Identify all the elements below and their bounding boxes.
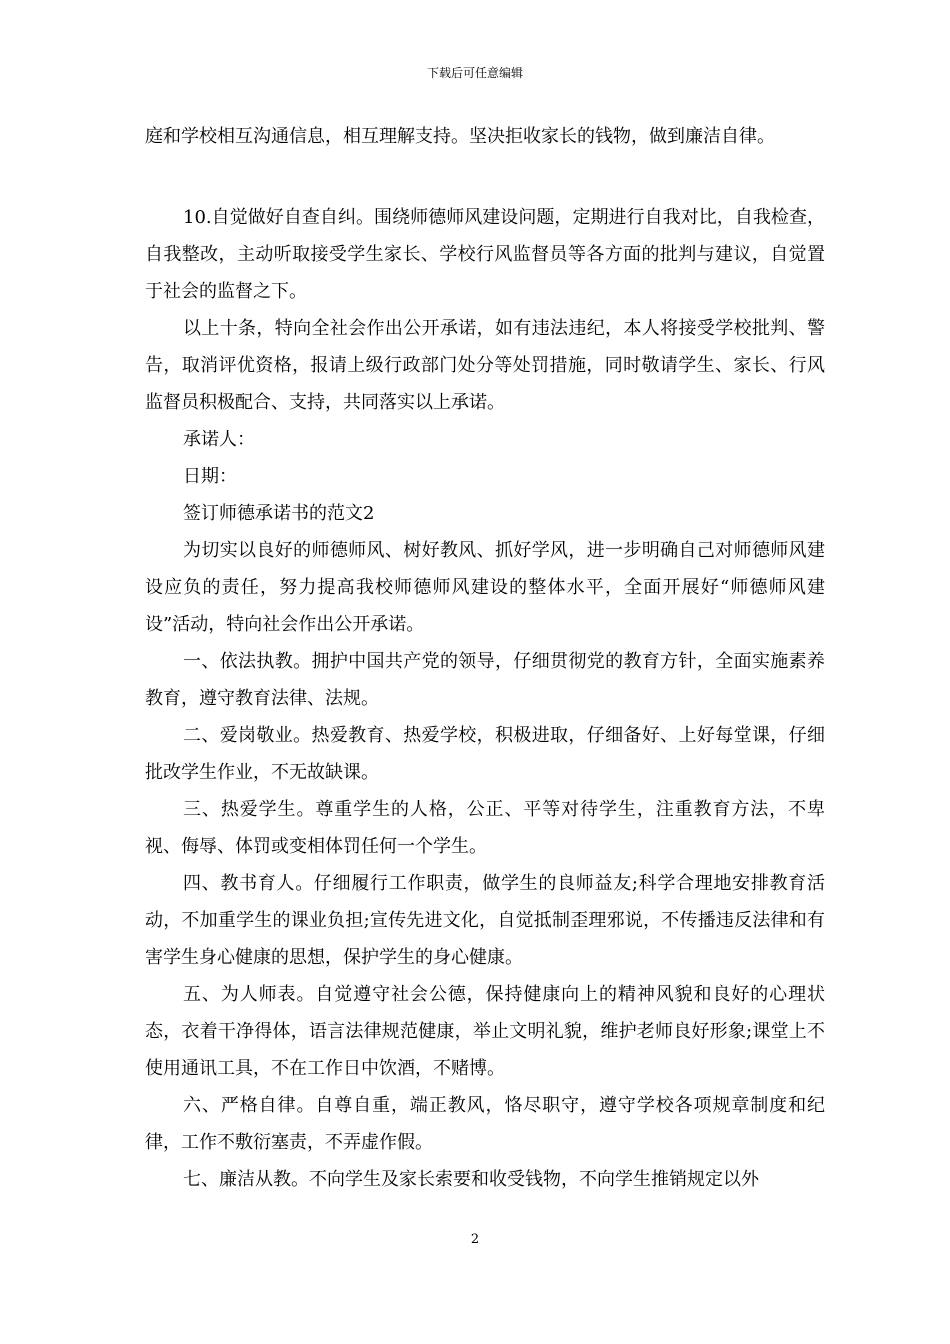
paragraph-intro: 为切实以良好的师德师风、树好教风、抓好学风，进一步明确自己对师德师风建设应负的责任，努力提高我校师德师风建设的整体水平，全面开展好“师德师风建设”活动，特向社会作出公开承诺。 bbox=[145, 540, 825, 635]
date-label: 日期： bbox=[183, 466, 237, 487]
paragraph-point-7: 七、廉洁从教。不向学生及家长索要和收受钱物，不向学生推销规定以外 bbox=[183, 1169, 759, 1190]
section-title: 签订师德承诺书的范文2 bbox=[183, 503, 375, 524]
paragraph-item-10: 10.自觉做好自查自纠。围绕师德师风建设问题，定期进行自我对比，自我检查，自我整改，主动听取接受学生家长、学校行风监督员等各方面的批判与建议，自觉置于社会的监督之下。 bbox=[145, 207, 825, 302]
paragraph-continuation: 庭和学校相互沟通信息，相互理解支持。坚决拒收家长的钱物，做到廉洁自律。 bbox=[145, 126, 775, 147]
paragraph-summary: 以上十条，特向全社会作出公开承诺，如有违法违纪，本人将接受学校批判、警告，取消评优资格，报请上级行政部门处分等处罚措施，同时敬请学生、家长、行风监督员积极配合、支持，共同落实以上承诺。 bbox=[145, 318, 825, 413]
paragraph-point-1: 一、依法执教。拥护中国共产党的领导，仔细贯彻党的教育方针，全面实施素养教育，遵守教育法律、法规。 bbox=[145, 651, 825, 709]
paragraph-point-4: 四、教书育人。仔细履行工作职责，做学生的良师益友;科学合理地安排教育活动，不加重学生的课业负担;宣传先进文化，自觉抵制歪理邪说，不传播违反法律和有害学生身心健康的思想，保护学生的身心健康。 bbox=[145, 873, 825, 968]
signer-label: 承诺人： bbox=[183, 429, 255, 450]
paragraph-point-3: 三、热爱学生。尊重学生的人格，公正、平等对待学生，注重教育方法，不卑视、侮辱、体罚或变相体罚任何一个学生。 bbox=[145, 799, 825, 857]
page-number: 2 bbox=[470, 1232, 480, 1247]
paragraph-point-5: 五、为人师表。自觉遵守社会公德，保持健康向上的精神风貌和良好的心理状态，衣着干净得体，语言法律规范健康，举止文明礼貌，维护老师良好形象;课堂上不使用通讯工具，不在工作日中饮酒，不赌博。 bbox=[145, 984, 825, 1079]
paragraph-point-6: 六、严格自律。自尊自重，端正教风，恪尽职守，遵守学校各项规章制度和纪律，工作不敷衍塞责，不弄虚作假。 bbox=[145, 1095, 825, 1153]
header-note: 下载后可任意编辑 bbox=[426, 66, 523, 80]
document-body bbox=[145, 118, 825, 1198]
paragraph-point-2: 二、爱岗敬业。热爱教育、热爱学校，积极进取，仔细备好、上好每堂课，仔细批改学生作业，不无故缺课。 bbox=[145, 725, 825, 783]
